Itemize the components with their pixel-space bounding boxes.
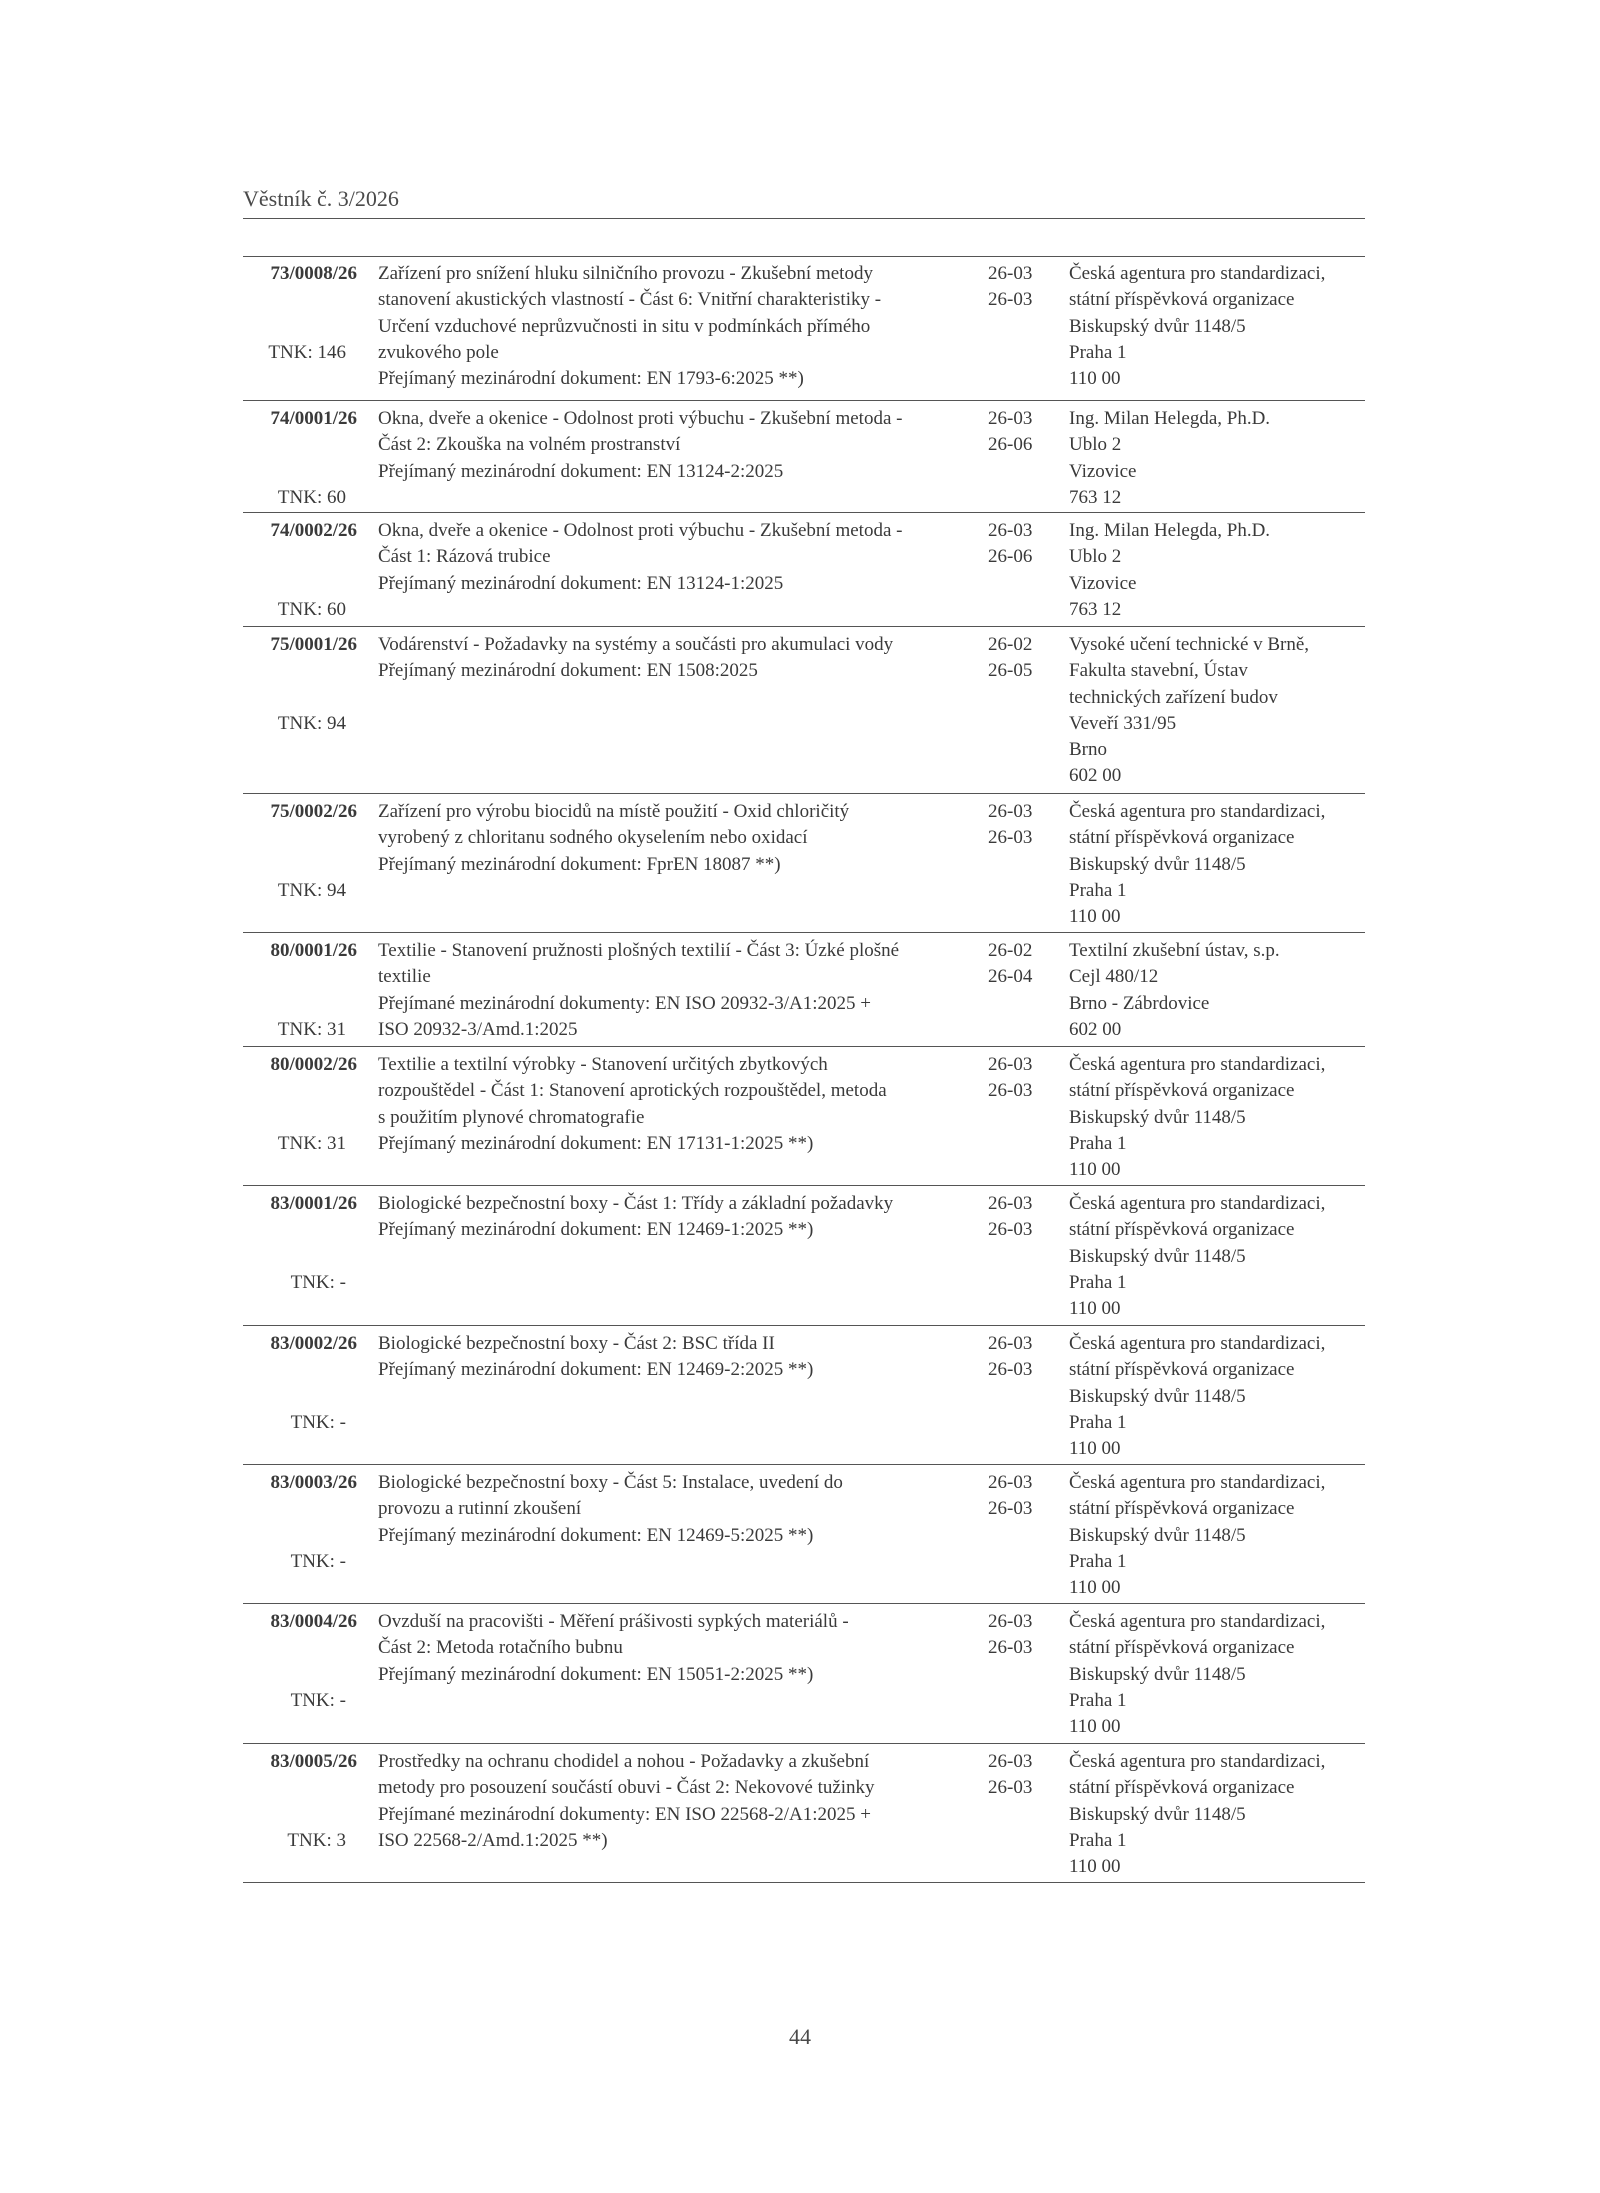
row-title: Vodárenství - Požadavky na systémy a součásti pro akumulaci vody Přejímaný mezinárodní dokument: EN 1508:2025 [378, 634, 894, 682]
row-dates: 26-03 26-03 [988, 263, 1033, 311]
row-tnk: TNK: 60 [277, 599, 346, 620]
row-number: 80/0001/26 [270, 940, 357, 961]
row-tnk: TNK: 94 [277, 880, 346, 901]
table-row [243, 1047, 1365, 1186]
row-number: 74/0002/26 [270, 520, 357, 541]
row-dates: 26-02 26-05 [988, 634, 1033, 682]
row-number: 73/0008/26 [270, 263, 357, 284]
row-number: 75/0001/26 [270, 634, 357, 655]
row-tnk: TNK: 146 [268, 342, 346, 363]
table-row [243, 1744, 1365, 1883]
row-organization: Textilní zkušební ústav, s.p. Cejl 480/12 Brno - Zábrdovice 602 00 [1069, 940, 1280, 1040]
row-title: Biologické bezpečnostní boxy - Část 5: Instalace, uvedení do provozu a rutinní zkoušení Přejímaný mezinárodní dokument: EN 12469-5:2025 **) [378, 1472, 843, 1546]
bulletin-title: Věstník č. 3/2026 [243, 186, 399, 211]
row-number: 83/0003/26 [270, 1472, 357, 1493]
row-tnk: TNK: - [290, 1272, 346, 1293]
row-number: 75/0002/26 [270, 801, 357, 822]
row-tnk: TNK: - [290, 1412, 346, 1433]
row-dates: 26-02 26-04 [988, 940, 1033, 988]
row-dates: 26-03 26-06 [988, 520, 1033, 568]
table-row [243, 256, 1365, 401]
row-title: Textilie - Stanovení pružnosti plošných textilií - Část 3: Úzké plošné textilie Přejímané mezinárodní dokumenty: EN ISO 20932-3/A1:2025 + ISO 20932-3/Amd.1:2025 [378, 940, 900, 1040]
row-title: Okna, dveře a okenice - Odolnost proti výbuchu - Zkušební metoda - Část 2: Zkouška na volném prostranství Přejímaný mezinárodní dokument: EN 13124-2:2025 [378, 408, 903, 482]
row-organization: Česká agentura pro standardizaci, státní příspěvková organizace Biskupský dvůr 1148/5 Praha 1 110 00 [1069, 1333, 1326, 1460]
row-organization: Česká agentura pro standardizaci, státní příspěvková organizace Biskupský dvůr 1148/5 Praha 1 110 00 [1069, 1193, 1326, 1320]
table-row [243, 1465, 1365, 1604]
row-organization: Česká agentura pro standardizaci, státní příspěvková organizace Biskupský dvůr 1148/5 Praha 1 110 00 [1069, 263, 1326, 390]
row-title: Ovzduší na pracovišti - Měření prášivosti sypkých materiálů - Část 2: Metoda rotačního bubnu Přejímaný mezinárodní dokument: EN 15051-2:2025 **) [378, 1611, 849, 1685]
row-organization: Česká agentura pro standardizaci, státní příspěvková organizace Biskupský dvůr 1148/5 Praha 1 110 00 [1069, 1472, 1326, 1599]
row-tnk: TNK: 94 [277, 713, 346, 734]
row-organization: Ing. Milan Helegda, Ph.D. Ublo 2 Vizovice 763 12 [1069, 520, 1271, 620]
row-title: Zařízení pro výrobu biocidů na místě použití - Oxid chloričitý vyrobený z chloritanu sodného okyselením nebo oxidací Přejímaný mezinárodní dokument: FprEN 18087 **) [378, 801, 850, 875]
row-title: Biologické bezpečnostní boxy - Část 1: Třídy a základní požadavky Přejímaný mezinárodní dokument: EN 12469-1:2025 **) [378, 1193, 894, 1241]
row-dates: 26-03 26-06 [988, 408, 1033, 456]
table-row [243, 1326, 1365, 1465]
table-row [243, 794, 1365, 933]
row-number: 74/0001/26 [270, 408, 357, 429]
row-dates: 26-03 26-03 [988, 1611, 1033, 1659]
row-tnk: TNK: 31 [277, 1133, 346, 1154]
row-title: Okna, dveře a okenice - Odolnost proti výbuchu - Zkušební metoda - Část 1: Rázová trubice Přejímaný mezinárodní dokument: EN 13124-1:2025 [378, 520, 903, 594]
row-dates: 26-03 26-03 [988, 1054, 1033, 1102]
row-organization: Česká agentura pro standardizaci, státní příspěvková organizace Biskupský dvůr 1148/5 Praha 1 110 00 [1069, 1611, 1326, 1738]
row-number: 83/0004/26 [270, 1611, 357, 1632]
row-title: Prostředky na ochranu chodidel a nohou - Požadavky a zkušební metody pro posouzení součástí obuvi - Část 2: Nekovové tužinky Přejímané mezinárodní dokumenty: EN ISO 22568-2/A1:2025 + ISO 22568-2/Amd.1:2025 **) [378, 1751, 875, 1851]
table-row [243, 513, 1365, 627]
row-tnk: TNK: 3 [287, 1830, 346, 1851]
page-header [243, 186, 1365, 219]
row-title: Textilie a textilní výrobky - Stanovení určitých zbytkových rozpouštědel - Část 1: Stanovení aprotických rozpouštědel, metoda s použitím plynové chromatografie Přejímaný mezinárodní dokument: EN 17131-1:2025 **) [378, 1054, 887, 1154]
row-organization: Česká agentura pro standardizaci, státní příspěvková organizace Biskupský dvůr 1148/5 Praha 1 110 00 [1069, 1054, 1326, 1181]
table-row [243, 1186, 1365, 1326]
row-organization: Česká agentura pro standardizaci, státní příspěvková organizace Biskupský dvůr 1148/5 Praha 1 110 00 [1069, 1751, 1326, 1878]
row-number: 83/0005/26 [270, 1751, 357, 1772]
table-row [243, 1604, 1365, 1744]
row-dates: 26-03 26-03 [988, 1751, 1033, 1799]
row-number: 83/0002/26 [270, 1333, 357, 1354]
row-dates: 26-03 26-03 [988, 1193, 1033, 1241]
row-dates: 26-03 26-03 [988, 1333, 1033, 1381]
row-organization: Ing. Milan Helegda, Ph.D. Ublo 2 Vizovice 763 12 [1069, 408, 1271, 508]
row-number: 80/0002/26 [270, 1054, 357, 1075]
row-dates: 26-03 26-03 [988, 801, 1033, 849]
row-title: Biologické bezpečnostní boxy - Část 2: BSC třída II Přejímaný mezinárodní dokument: EN 12469-2:2025 **) [378, 1333, 814, 1381]
row-tnk: TNK: 60 [277, 487, 346, 508]
row-tnk: TNK: - [290, 1690, 346, 1711]
row-dates: 26-03 26-03 [988, 1472, 1033, 1520]
row-title: Zařízení pro snížení hluku silničního provozu - Zkušební metody stanovení akustických vlastností - Část 6: Vnitřní charakteristiky - Určení vzduchové neprůzvučnosti in situ v podmínkách přímého zvukového pole Přejímaný mezinárodní dokument: EN 1793-6:2025 **) [378, 263, 882, 390]
row-number: 83/0001/26 [270, 1193, 357, 1214]
table-row [243, 933, 1365, 1047]
table-row [243, 627, 1365, 794]
table-row [243, 401, 1365, 513]
row-organization: Česká agentura pro standardizaci, státní příspěvková organizace Biskupský dvůr 1148/5 Praha 1 110 00 [1069, 801, 1326, 928]
row-tnk: TNK: - [290, 1551, 346, 1572]
row-tnk: TNK: 31 [277, 1019, 346, 1040]
page-number: 44 [789, 2024, 811, 2049]
row-organization: Vysoké učení technické v Brně, Fakulta stavební, Ústav technických zařízení budov Veveří 331/95 Brno 602 00 [1069, 634, 1310, 787]
